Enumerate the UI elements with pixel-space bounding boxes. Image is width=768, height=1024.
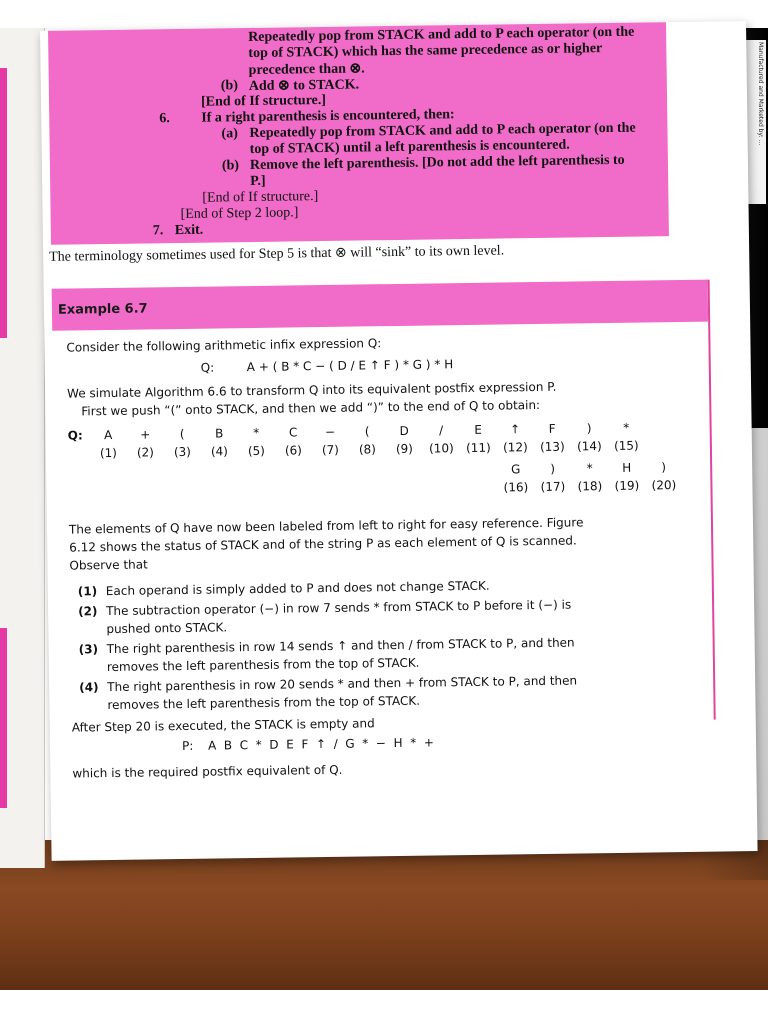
observation-text: The right parenthesis in row 20 sends * and then + from STACK to P, and then [107,673,578,695]
token: A [103,427,113,443]
token-number: (10) [428,441,454,456]
book-page [40,21,758,861]
algo-line: precedence than ⊗. [248,61,365,79]
token-number: (2) [136,445,155,460]
token-number: (19) [614,478,640,493]
token: ( [179,426,185,442]
token: / [439,423,444,438]
observation-text: Each operand is simply added to P and does not change STACK. [105,578,490,599]
example-box [52,280,716,781]
labeled-line: 6.12 shows the status of STACK and of the string P as each element of Q is scanned. [69,533,577,555]
q-label: Q: [200,360,215,375]
token: B [214,426,224,441]
observation-number: (3) [78,642,99,657]
token: ( [364,424,370,439]
background-strip [0,990,768,1024]
token: * [623,420,630,435]
terminology-note: The terminology sometimes used for Step 5 is that ⊗ will “sink” to its own level. [49,243,505,265]
token-number: (4) [210,444,229,459]
token-number: (8) [358,442,377,457]
algo-line: Repeatedly pop from STACK and add to P each operator (on the [248,24,635,46]
labeled-line: Observe that [69,557,148,573]
algo-line: top of STACK) which has the same precedence as or higher [248,41,603,62]
token: − [325,424,336,439]
p-label: P: [181,738,194,754]
algo-line: 7. [152,223,164,239]
token-number: (7) [321,442,340,458]
token: * [586,461,593,476]
token: G [510,462,521,477]
labeled-line: The elements of Q have now been labeled from left to right for easy reference. Figure [68,515,584,537]
object-label: Manufactured and Marketed by: ... [742,40,766,204]
algo-line: Add ⊗ to STACK. [248,77,360,95]
left-page-pink-strip [0,68,7,338]
token: F [548,421,556,436]
token-number: (12) [502,440,528,455]
token-number: (17) [540,479,566,494]
example-intro: Consider the following arithmetic infix expression Q: [66,336,382,355]
token-number: (11) [465,440,491,456]
token-number: (16) [503,480,529,495]
simulate-line: We simulate Algorithm 6.6 to transform Q into its equivalent postfix expression P. [67,379,557,401]
token: ) [550,461,556,476]
observation-number: (1) [77,584,98,599]
after-step-line: After Step 20 is executed, the STACK is empty and [71,716,375,735]
observation-text: removes the left parenthesis from the top of STACK. [106,655,420,675]
token: D [399,423,409,438]
algo-line: top of STACK) until a left parenthesis is encountered. [249,137,570,158]
token-number: (13) [539,439,565,454]
observation-text: pushed onto STACK. [106,620,228,637]
token-number: (20) [651,478,677,493]
algorithm-box [48,22,669,245]
token: C [288,425,298,440]
token-number: (9) [395,441,414,456]
left-book-page [0,28,45,868]
token: ) [661,460,667,475]
token-number: (15) [613,438,639,453]
algo-line: If a right parenthesis is encountered, then: [201,107,455,126]
token: ) [586,421,592,436]
algo-line: [End of If structure.] [200,92,327,110]
p-expression: A B C * D E F ↑ / G * − H * + [207,735,434,753]
algo-line: [End of Step 2 loop.] [180,205,299,222]
algo-line: P.] [250,173,266,190]
token: ↑ [510,422,521,437]
example-header [52,280,709,331]
token: E [474,422,483,437]
observation-text: The right parenthesis in row 14 sends ↑ and then / from STACK to P, and then [106,635,575,657]
algo-line: [End of If structure.] [202,189,319,206]
observation-text: removes the left parenthesis from the top of STACK. [107,693,421,713]
q-expression: A + ( B * C − ( D / E ↑ F ) * G ) * H [246,357,454,375]
algo-line: Remove the left parenthesis. [Do not add the left parenthesis to [249,152,625,174]
token-number: (3) [173,444,192,460]
token-number: (1) [99,445,118,461]
algo-line: 6. [159,111,170,127]
algo-line: (b) [221,158,240,174]
token-number: (6) [284,443,303,458]
algo-line: Repeatedly pop from STACK and add to P each operator (on the [249,120,636,142]
token: + [140,427,151,442]
algo-line: Exit. [174,222,204,239]
wooden-table [0,840,768,1000]
token: H [622,460,632,475]
observation-number: (2) [78,604,98,619]
token-prefix: Q: [67,428,83,443]
token: * [253,425,260,440]
token-number: (18) [577,479,603,494]
conclusion-line: which is the required postfix equivalent of Q. [72,762,343,781]
algo-line: (a) [221,126,238,142]
observation-text: The subtraction operator (−) in row 7 sends * from STACK to P before it (−) is [106,597,572,619]
left-page-pink-strip [0,628,7,808]
observation-number: (4) [79,680,99,695]
token-number: (14) [576,439,602,454]
algo-line: (b) [220,78,239,94]
simulate-line: First we push “(” onto STACK, and then we add “)” to the end of Q to obtain: [81,397,541,419]
example-title: Example 6.7 [57,301,148,318]
token-number: (5) [247,443,266,459]
